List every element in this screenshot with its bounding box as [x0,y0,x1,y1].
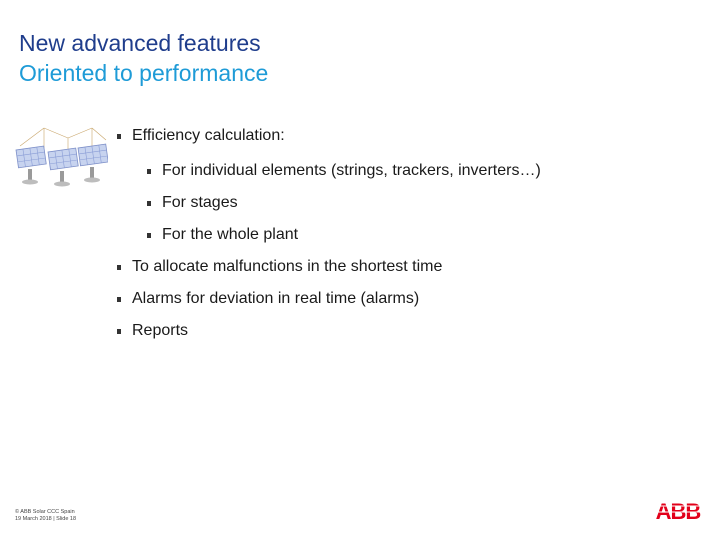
bullet-text: For the whole plant [162,226,299,243]
bullet-marker-icon [117,297,121,302]
bullet-marker-icon [147,201,151,206]
slide-title-line2: Oriented to performance [19,60,269,86]
bullet-text: Efficiency calculation: [132,127,285,144]
slide-title-line1: New advanced features [19,30,261,56]
bullet-marker-icon [117,134,121,139]
slide-footer [15,509,76,523]
bullet-marker-icon [117,329,121,334]
abb-logo-text: ABB [655,500,701,522]
footer-copyright: © ABB Solar CCC Spain [15,509,75,515]
bullet-text: Alarms for deviation in real time (alarms) [132,290,420,307]
footer-date-slide: 19 March 2018 | Slide 18 [15,516,77,522]
bullet-text: For stages [162,194,238,211]
bullet-text: For individual elements (strings, trackers, inverters…) [162,162,541,179]
bullet-text: Reports [132,322,189,339]
bullet-text: To allocate malfunctions in the shortest time [132,258,443,275]
bullet-marker-icon [147,233,151,238]
bullet-marker-icon [117,265,121,270]
abb-logo [652,500,704,522]
bullet-marker-icon [147,169,151,174]
